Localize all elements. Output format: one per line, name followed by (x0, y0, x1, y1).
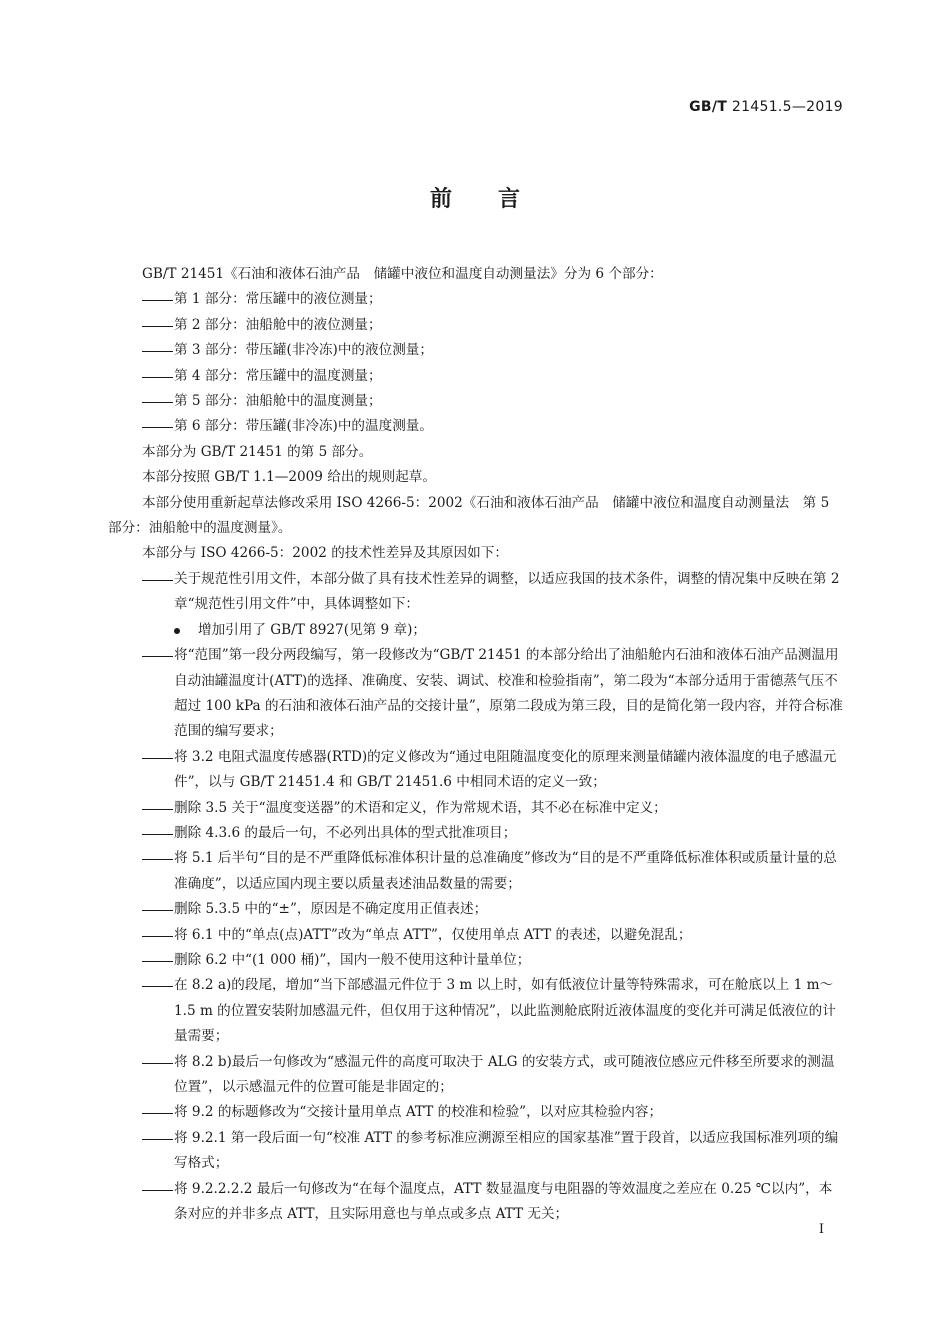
statement-paragraph: 本部分与 ISO 4266-5：2002 的技术性差异及其原因如下： (142, 545, 508, 562)
difference-item: 将 6.1 中的“单点(点)ATT”改为“单点 ATT”，仅使用单点 ATT 的表述，以避免混乱； (174, 926, 692, 943)
part-item: 第 4 部分：常压罐中的温度测量； (174, 367, 382, 384)
difference-item: 将 3.2 电阻式温度传感器(RTD)的定义修改为“通过电阻随温度变化的原理来测量储罐内液体温度的电子感温元件”，以与 GB/T 21451.4 和 GB/T 21451.6 中相同术语的定义一致； (174, 748, 837, 791)
part-item: 第 5 部分：油船舱中的温度测量； (174, 393, 382, 410)
difference-item: 将 8.2 b)最后一句修改为“感温元件的高度可取决于 ALG 的安装方式，或可随液位感应元件移至所要求的测温位置”，以示感温元件的位置可能是非固定的； (174, 1053, 835, 1095)
difference-item: 删除 4.3.6 的最后一句，不必列出具体的型式批准项目； (174, 824, 517, 841)
difference-item: 删除 5.3.5 中的“±”，原因是不确定度用正值表述； (174, 901, 488, 918)
difference-item: 删除 6.2 中“(1 000 桶)”，国内一般不使用这种计量单位； (174, 951, 531, 968)
difference-item: 删除 3.5 关于“温度变送器”的术语和定义，作为常规术语，其不必在标准中定义； (174, 799, 667, 816)
difference-item: 将“范围”第一段分两段编写，第一段修改为“GB/T 21451 的本部分给出了油船舱内石油和液体石油产品测温用自动油罐温度计(ATT)的选择、准确度、安装、调试、校准和检验指南”，第二段为“本部分适用于雷德蒸气压不超过 100 kPa 的石油和液体石油产品的交接计量”，原第二段成为第三段，目的是简化第一段内容，并符合标准范围的编写要求； (174, 647, 843, 740)
difference-item: 将 9.2.1 第一段后面一句“校准 ATT 的参考标准应溯源至相应的国家基准”置于段首，以适应我国标准列项的编写格式； (174, 1129, 839, 1172)
statement-paragraph: 本部分使用重新起草法修改采用 ISO 4266-5：2002《石油和液体石油产品 储罐中液位和温度自动测量法 第 5 部分：油船舱中的温度测量》。 (108, 494, 830, 537)
standard-prefix: GB/T (689, 99, 728, 115)
document-body (108, 262, 844, 1227)
part-item: 第 2 部分：油船舱中的液位测量； (174, 316, 382, 333)
standard-number: 21451.5—2019 (731, 99, 843, 115)
difference-item: 关于规范性引用文件，本部分做了具有技术性差异的调整，以适应我国的技术条件，调整的情况集中反映在第 2 章“规范性引用文件”中，具体调整如下： (174, 570, 840, 613)
bullet-dot (174, 628, 180, 634)
difference-item: 在 8.2 a)的段尾，增加“当下部感温元件位于 3 m 以上时，如有低液位计量等特殊需求，可在舱底以上 1 m～1.5 m 的位置安装附加感温元件，但仅用于这种情况”，以此监测舱底附近液体温度的变化并可满足低液位的计量需要； (174, 977, 836, 1045)
standard-code (689, 99, 843, 115)
page-number: I (818, 1222, 824, 1237)
difference-item: 将 5.1 后半句“目的是不严重降低标准体积计量的总准确度”修改为“目的是不严重降低标准体积或质量计量的总准确度”，以适应国内现主要以质量表述油品数量的需要； (174, 850, 837, 892)
difference-item: 将 9.2.2.2.2 最后一句修改为“在每个温度点，ATT 数显温度与电阻器的等效温度之差应在 0.25 ℃以内”，本条对应的并非多点 ATT，且实际用意也与单点或多点 ATT 无关； (174, 1180, 833, 1223)
part-item: 第 1 部分：常压罐中的液位测量； (174, 291, 382, 308)
statement-paragraph: 本部分为 GB/T 21451 的第 5 部分。 (142, 443, 373, 460)
part-item: 第 6 部分：带压罐(非冷冻)中的温度测量。 (174, 418, 433, 435)
bullet-item: 增加引用了 GB/T 8927(见第 9 章)； (108, 618, 844, 643)
part-item: 第 3 部分：带压罐(非冷冻)中的液位测量； (174, 342, 433, 359)
intro-paragraph: GB/T 21451《石油和液体石油产品 储罐中液位和温度自动测量法》分为 6 个部分： (142, 266, 663, 282)
page-title: 前言 (429, 187, 566, 212)
statement-paragraph: 本部分按照 GB/T 1.1—2009 给出的规则起草。 (142, 469, 436, 486)
difference-item: 将 9.2 的标题修改为“交接计量用单点 ATT 的校准和检验”，以对应其检验内容； (174, 1104, 663, 1121)
